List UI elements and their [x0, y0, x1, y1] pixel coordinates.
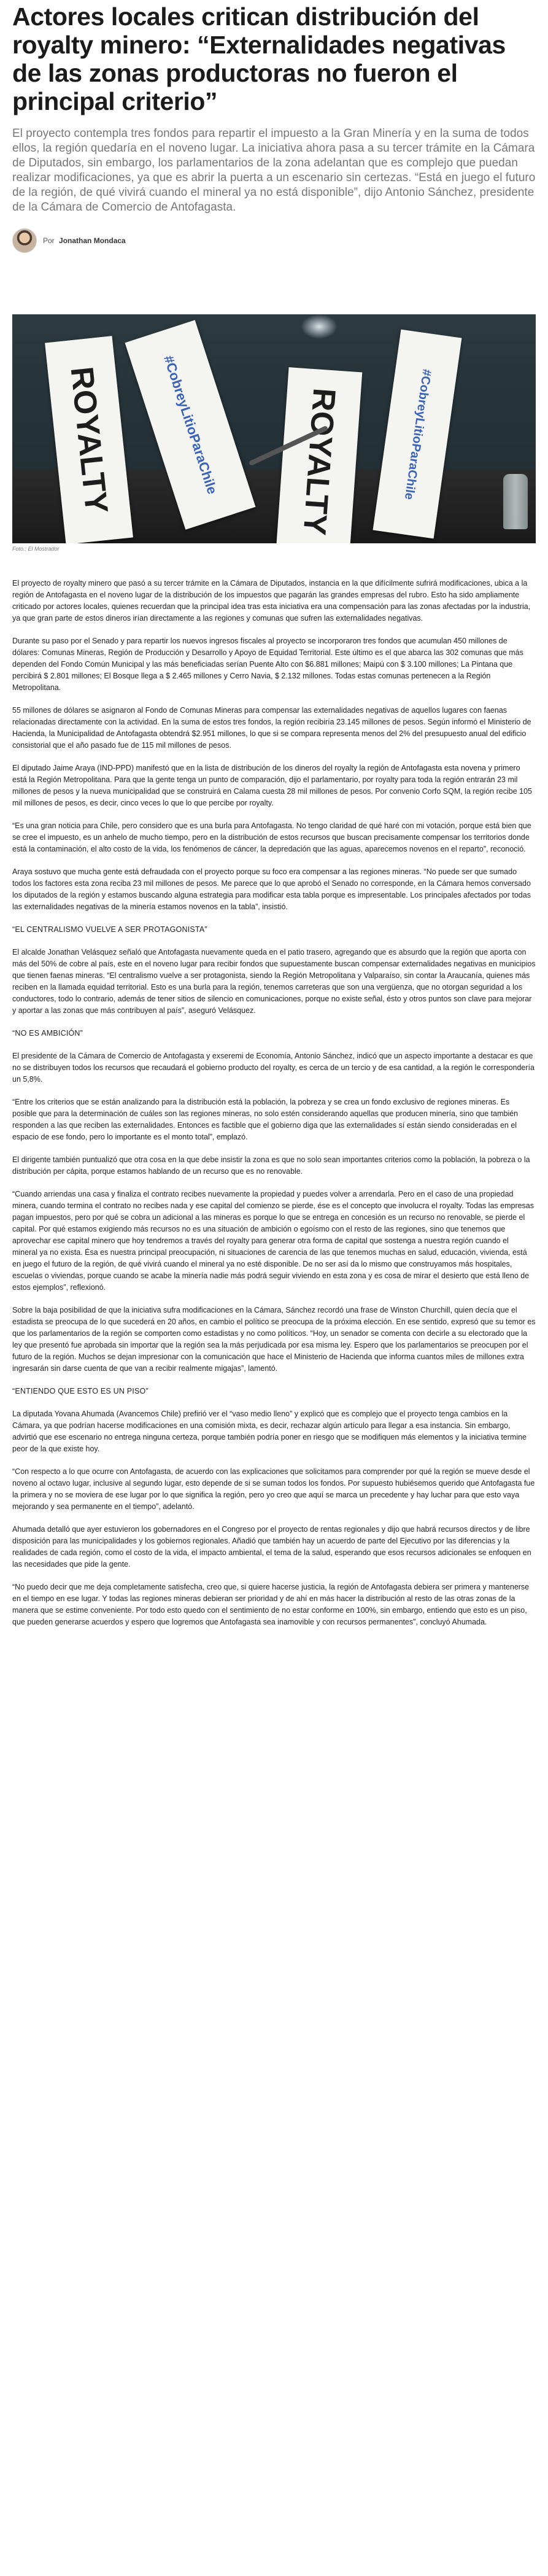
subheading: “ENTIENDO QUE ESTO ES UN PISO” [12, 1387, 149, 1395]
byline [12, 228, 536, 253]
sign-text: #CobreyLitioParaChile [401, 368, 434, 500]
body-paragraph: El proyecto de royalty minero que pasó a su tercer trámite en la Cámara de Diputados, instancia en la que difícilmente sufrirá modificaciones, ubica a la región de Antofagasta en el noveno lugar de la distribución de los impuestos que pagarán las grandes empresas del rubro. Esto ha sido ampliamente criticado por actores locales, quienes recuerdan que la principal idea tras esta iniciativa era una compensación para las zonas afectadas por la industria, ya que gran parte de estos dineros irían directamente a las regiones y comunas que sufren las externalidades negativas. [12, 579, 531, 623]
body-paragraph: Araya sostuvo que mucha gente está defraudada con el proyecto porque su foco era compensar a las regiones mineras. “No puede ser que sumado todos los factores esta zona reciba 23 mil millones de pesos. Me parece que lo que aprobó el Senado no corresponde, en la Cámara hemos conversado los diputados de la región y estamos buscando alguna estrategia para modificar esta tabla porque es impresentable. Los principales afectados por todas las externalidades negativas de la minería estamos novenos en la tabla”, insistió. [12, 867, 531, 911]
water-bottle [503, 474, 528, 529]
sign-text: ROYALTY [296, 387, 342, 537]
author-link[interactable]: Jonathan Mondaca [59, 236, 126, 245]
article-photo-container [12, 314, 536, 552]
sign-text: ROYALTY [63, 365, 115, 516]
lead-paragraph: El proyecto contempla tres fondos para repartir el impuesto a la Gran Minería y en la suma de todos ellos, la región quedaría en el noveno lugar. La iniciativa ahora pasa a su tercer trámite en la Cámara de Diputados, sin embargo, los parlamentarios de la zona adelantan que es complejo que puedan realizar modificaciones, ya que es abrir la puerta a un escenario sin certezas. “Está en juego el futuro de la región, de qué vivirá cuando el mineral ya no está disponible”, dijo Antonio Sánchez, presidente de la Cámara de Comercio de Antofagasta. [12, 127, 536, 214]
byline-prefix: Por [43, 236, 55, 245]
body-paragraph: “Cuando arriendas una casa y finaliza el contrato recibes nuevamente la propiedad y puedes volver a arrendarla. Pero en el caso de una propiedad minera, cuando termina el contrato no recibes nada y ese capital del comienzo se pierde, ése es el concepto que involucra el royalty. Todas las empresas pagan impuestos, pero por qué se cobra un adicional a las mineras es porque lo que se entrega en concesión es un recurso no renovable, se pierde el capital. Por qué estamos exigiendo más recursos no es una situación de ambición o egoísmo con el resto de las regiones, sino que tenemos que aprovechar ese capital minero que hoy tendremos a través del royalty para generar otra forma de capital que sostenga a nuestra región cuando el mineral ya no exista. Ésa es nuestra principal preocupación, ni situaciones de carencia de las que tenemos muchas en salud, educación, vivienda, está en juego el futuro de la región, de qué vivirá cuando el mineral ya no esté disponible. De no ser así da lo mismo que construyamos más hospitales, escuelas o viviendas, porque cuando se acabe la minería nadie más podrá seguir viviendo en esta zona y es cosa de mirar el desierto que está lleno de estos ejemplos”, reflexionó. [12, 1190, 534, 1292]
body-paragraph: “Es una gran noticia para Chile, pero considero que es una burla para Antofagasta. No tengo claridad de qué haré con mi votación, porque está bien que se cree el impuesto, es un anhelo de mucho tiempo, pero en la distribución de estos recursos que buscan precisamente compensar los territorios donde está la contaminación, el alto costo de la vida, los fenómenos de cáncer, la depredación que las aguas, aparecemos novenos en el reparto”, reconoció. [12, 821, 531, 853]
headline: Actores locales critican distribución del royalty minero: “Externalidades negativas de las zonas productoras no fueron el principal criterio” [12, 2, 506, 115]
photo-caption: Foto.: El Mostrador [12, 546, 60, 552]
body-paragraph: El diputado Jaime Araya (IND-PPD) manifestó que en la lista de distribución de los dineros del royalty la región de Antofagasta esta novena y primero está la Región Metropolitana. Para que la gente tenga un punto de comparación, dijo el parlamentario, por royalty para toda la región entrarán 23 mil millones de pesos y la nueva municipalidad que se construirá en Calama cuesta 28 mil millones de pesos. Por convenio Corfo SQM, la región recibe 105 mil millones de pesos, es decir, cinco veces lo que lo que percibe por royalty. [12, 764, 532, 807]
article-photo [12, 314, 536, 543]
article-body [12, 578, 536, 1628]
subheading: “NO ES AMBICIÓN” [12, 1029, 83, 1038]
body-paragraph: La diputada Yovana Ahumada (Avancemos Chile) prefirió ver el “vaso medio lleno” y explicó que es complejo que el proyecto tenga cambios en la Cámara, ya que podrían hacerse modificaciones en una comisión mixta, es decir, rechazar algún artículo para llegar a esa instancia. Sin embargo, advirtió que ese escenario no entrega ninguna certeza, porque también podría poner en riesgo que se modifiquen más elementos y la iniciativa termine peor de la que existe hoy. [12, 1410, 527, 1453]
body-paragraph: El alcalde Jonathan Velásquez señaló que Antofagasta nuevamente queda en el patio trasero, agregando que es absurdo que la región que aporta con más del 50% de cobre al país, este en el noveno lugar para recibir fondos que supuestamente buscan compensar externalidades negativas en municipios que tienen faenas mineras. “El centralismo vuelve a ser protagonista, siendo la Región Metropolitana y Valparaíso, sin contar la Araucanía, quienes más reciben en la llamada equidad territorial. Esto es una burla para la región, tenemos carreteras que son una vergüenza, que no otorgan seguridad a los conductores, todo lo contrario, además de tener sitios de silencio en comunicaciones, porque no existe señal, ésto y otros puntos son clave para mejorar y aportar a las zonas que más contribuyen al país”, aseguró Velásquez. [12, 948, 536, 1015]
body-paragraph: Ahumada detalló que ayer estuvieron los gobernadores en el Congreso por el proyecto de rentas regionales y dijo que habrá recursos directos y de libre disposición para las municipalidades y los gobiernos regionales. Añadió que también hay un acuerdo de parte del Ejecutivo por las diferencias y la realidades de cada región, como el costo de la vida, el impacto ambiental, el tema de la salud, esperando que esos recursos adicionales se enfoquen en las necesidades que pide la gente. [12, 1525, 531, 1569]
body-paragraph: El presidente de la Cámara de Comercio de Antofagasta y exseremi de Economía, Antonio Sánchez, indicó que un aspecto importante a destacar es que no se distribuyen todos los recursos que recaudará el gobierno producto del royalty, es cerca de un tercio y de esa cantidad, a la región le correspondería un 5,8%. [12, 1052, 534, 1084]
body-paragraph: El dirigente también puntualizó que otra cosa en la que debe insistir la zona es que no solo sean importantes criterios como la población, la pobreza o la distribución per cápita, porque estamos hablando de un recurso que es no renovable. [12, 1155, 530, 1176]
body-paragraph: Durante su paso por el Senado y para repartir los nuevos ingresos fiscales al proyecto se incorporaron tres fondos que acumulan 450 millones de dólares: Comunas Mineras, Región de Producción y Desarrollo y Apoyo de Equidad Territorial. Este último es el que abarca las 302 comunas que más dependen del Fondo Común Municipal y las más beneficiadas serían Puente Alto con $6.881 millones; Maipú con $ 3.100 millones; La Pintana que percibirá $ 2.801 millones; El Bosque llega a $ 2.465 millones y Cerro Navia, $ 2.132 millones. Todas estas comunas pertenecen a la Región Metropolitana. [12, 637, 523, 692]
sign-text: #CobreyLitioParaChile [161, 353, 220, 496]
body-paragraph: Sobre la baja posibilidad de que la iniciativa sufra modificaciones en la Cámara, Sánchez recordó una frase de Winston Churchill, quien decía que el estadista se preocupa de lo que sucederá en 20 años, en cambio el político se preocupa de la próxima elección. En ese sentido, expresó que su temor es que los parlamentarios de la región se comporten como estadistas y no como políticos. “Hoy, un senador se comenta con decirle a su electorado que la ley que presentó fue aprobada sin importar que la región sea la más perjudicada por esa misma ley. Espero que los parlamentarios se preocupen por el futuro de la región. Muchos se dejan impresionar con la comunicación que hace el Ministerio de Hacienda que informa cuantos miles de millones extra ingresarán sin darse cuenta de que van a recibir realmente migajas”, lamentó. [12, 1306, 536, 1373]
body-paragraph: “No puedo decir que me deja completamente satisfecha, creo que, si quiere hacerse justicia, la región de Antofagasta debiera ser primera y mantenerse en el tiempo en ese lugar. Y todas las regiones mineras debieran ser prioridad y de ahí en más hacer la distribución al resto de las otras zonas de la manera que se estime conveniente. Por todo esto quedo con el sentimiento de no estar conforme en 100%, sin embargo, entiendo que esto es un piso, que pueden generarse acuerdos y espero que logremos que Antofagasta sea inamovible y con recursos permanentes”, concluyó Ahumada. [12, 1583, 530, 1626]
ceiling-light [301, 314, 338, 339]
author-avatar[interactable] [12, 228, 37, 253]
body-paragraph: 55 millones de dólares se asignaron al Fondo de Comunas Mineras para compensar las externalidades negativas de aquellos lugares con faenas relacionadas directamente con la actividad. En la suma de estos tres fondos, la región recibiría 23.145 millones de pesos. Según informó el Ministerio de Hacienda, la Municipalidad de Antofagasta obtendrá $2.951 millones, lo que si se compara representa menos del 2% del presupuesto anual del edificio consistorial que el año pasado fue de 115 mil millones de pesos. [12, 706, 531, 750]
protest-sign [276, 367, 363, 543]
body-paragraph: “Con respecto a lo que ocurre con Antofagasta, de acuerdo con las explicaciones que solicitamos para comprender por qué la región se mueve desde el noveno al octavo lugar, inclusive al segundo lugar, esto depende de si se suman todos los fondos. Por supuesto hubiésemos querido que Antofagasta fue la primera y no se moviera de ese lugar por lo que significa la región, pero yo creo que aquí se marca un precedente y hay luchar para que esto vaya mejorando y sea permanente en el tiempo”, adelantó. [12, 1467, 535, 1511]
subheading: “EL CENTRALISMO VUELVE A SER PROTAGONISTA” [12, 925, 207, 934]
body-paragraph: “Entre los criterios que se están analizando para la distribución está la población, la pobreza y se crea un fondo exclusivo de regiones mineras. Es posible que para la determinación de cuáles son las regiones mineras, no solo estén considerando aquellas que producen minería, sino que también responden a las que reciben las externalidades. Entonces es factible que el gobierno diga que las externalidades sí están siendo consideradas en el espacio de ese fondo, pero lo importante es el monto total”, emplazó. [12, 1098, 519, 1141]
byline-text [43, 236, 126, 245]
